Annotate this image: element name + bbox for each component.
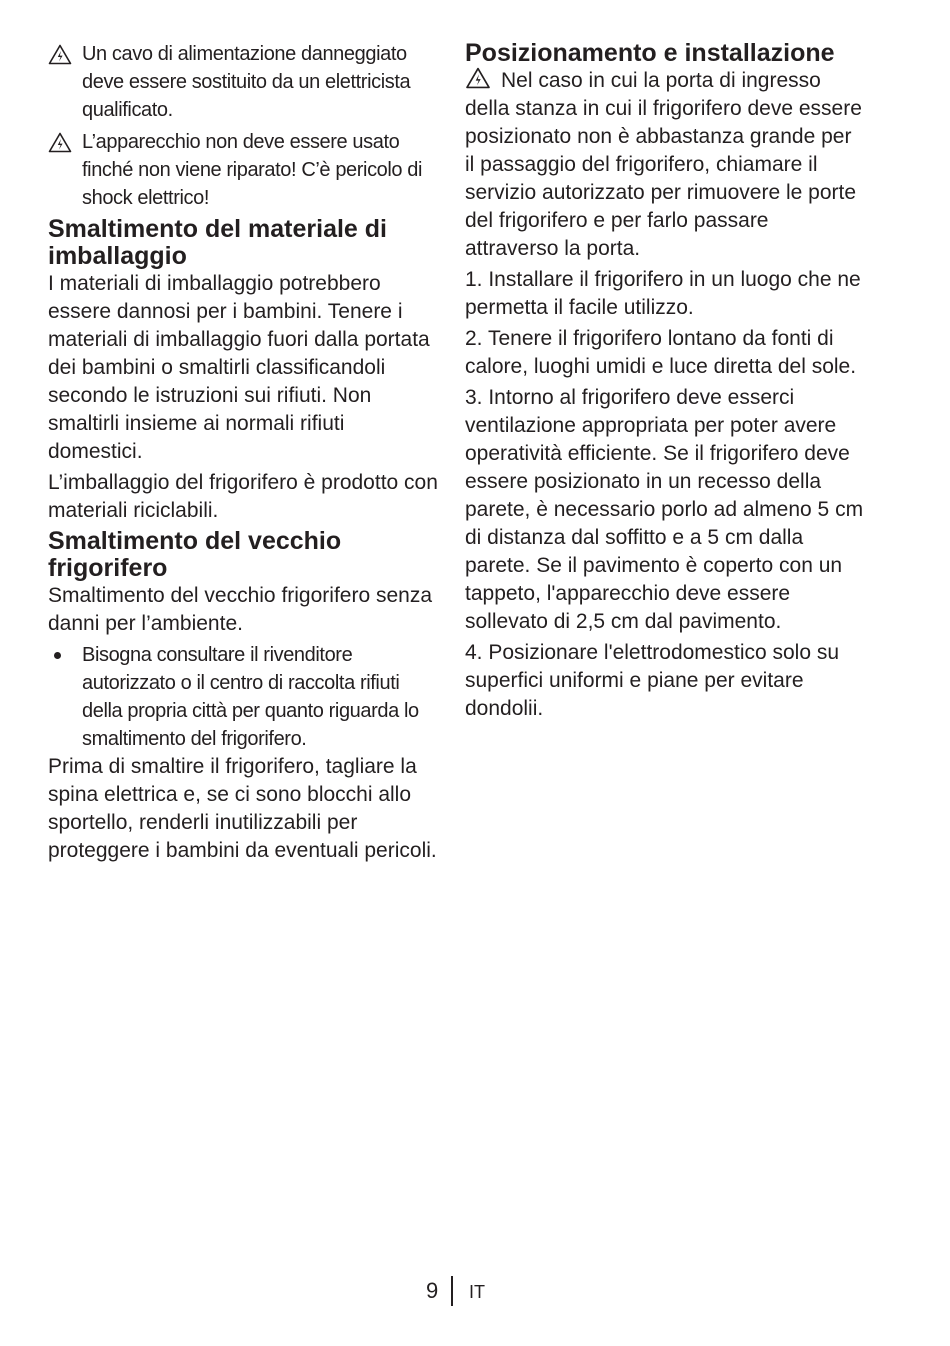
language-code: IT: [469, 1282, 485, 1302]
bullet-text: Bisogna consultare il rivenditore autorizzato o il centro di raccolta rifiuti della propria città per quanto riguarda lo smaltimento del frigorifero.: [82, 644, 419, 750]
packaging-heading: Smaltimento del materiale di imballaggio: [48, 215, 387, 270]
installation-item: 1. Installare il frigorifero in un luogo che ne permetta il facile utilizzo.: [465, 268, 861, 319]
packaging-paragraph: I materiali di imballaggio potrebbero essere dannosi per i bambini. Tenere i materiali di imballaggio fuori dalla portata dei bambini o smaltirli classificandoli secondo le istruzioni sui rifiuti. Non smaltirli insieme ai normali rifiuti domestici.: [48, 272, 430, 463]
left-column: [48, 40, 440, 868]
warning-electric-shock: [48, 128, 440, 212]
electric-warning-icon: [48, 132, 72, 153]
electric-warning-icon: [465, 67, 491, 89]
installation-warning: [465, 67, 865, 263]
old-fridge-heading: Smaltimento del vecchio frigorifero: [48, 527, 342, 582]
page-footer: [0, 1276, 950, 1306]
warning-text: L’apparecchio non deve essere usato finché non viene riparato! C’è pericolo di shock elettrico!: [82, 131, 423, 209]
warning-text: Nel caso in cui la porta di ingresso della stanza in cui il frigorifero deve essere posizionato non è abbastanza grande per il passaggio del frigorifero, chiamare il servizio autorizzato per rimuovere le porte del frigorifero e per farlo passare attraverso la porta.: [465, 69, 862, 260]
installation-item: 2. Tenere il frigorifero lontano da fonti di calore, luoghi umidi e luce diretta del sole.: [465, 327, 857, 378]
packaging-paragraph: L’imballaggio del frigorifero è prodotto con materiali riciclabili.: [48, 471, 438, 522]
installation-item: 3. Intorno al frigorifero deve esserci ventilazione appropriata per poter avere operatività efficiente. Se il frigorifero deve essere posizionato in un recesso della parete, è necessario porlo ad almeno 5 cm di distanza dal soffitto e a 5 cm dalla parete. Se il pavimento è coperto con un tappeto, l'apparecchio deve essere sollevato di 2,5 cm dal pavimento.: [465, 386, 864, 633]
electric-warning-icon: [48, 44, 72, 65]
installation-heading: Posizionamento e installazione: [465, 39, 835, 67]
installation-item: 4. Posizionare l'elettrodomestico solo su superfici uniformi e piane per evitare dondolii.: [465, 641, 840, 720]
right-column: [465, 40, 865, 726]
footer-divider: [451, 1276, 453, 1306]
bullet-dot: [54, 652, 61, 659]
page-number: 9: [426, 1278, 439, 1303]
old-fridge-closing: Prima di smaltire il frigorifero, tagliare la spina elettrica e, se ci sono blocchi allo sportello, renderli inutilizzabili per proteggere i bambini da eventuali pericoli.: [48, 755, 437, 862]
warning-text: Un cavo di alimentazione danneggiato deve essere sostituito da un elettricista qualificato.: [82, 43, 411, 121]
old-fridge-intro: Smaltimento del vecchio frigorifero senza danni per l’ambiente.: [48, 584, 433, 635]
warning-power-cable: [48, 40, 440, 124]
old-fridge-bullet: [48, 641, 440, 753]
